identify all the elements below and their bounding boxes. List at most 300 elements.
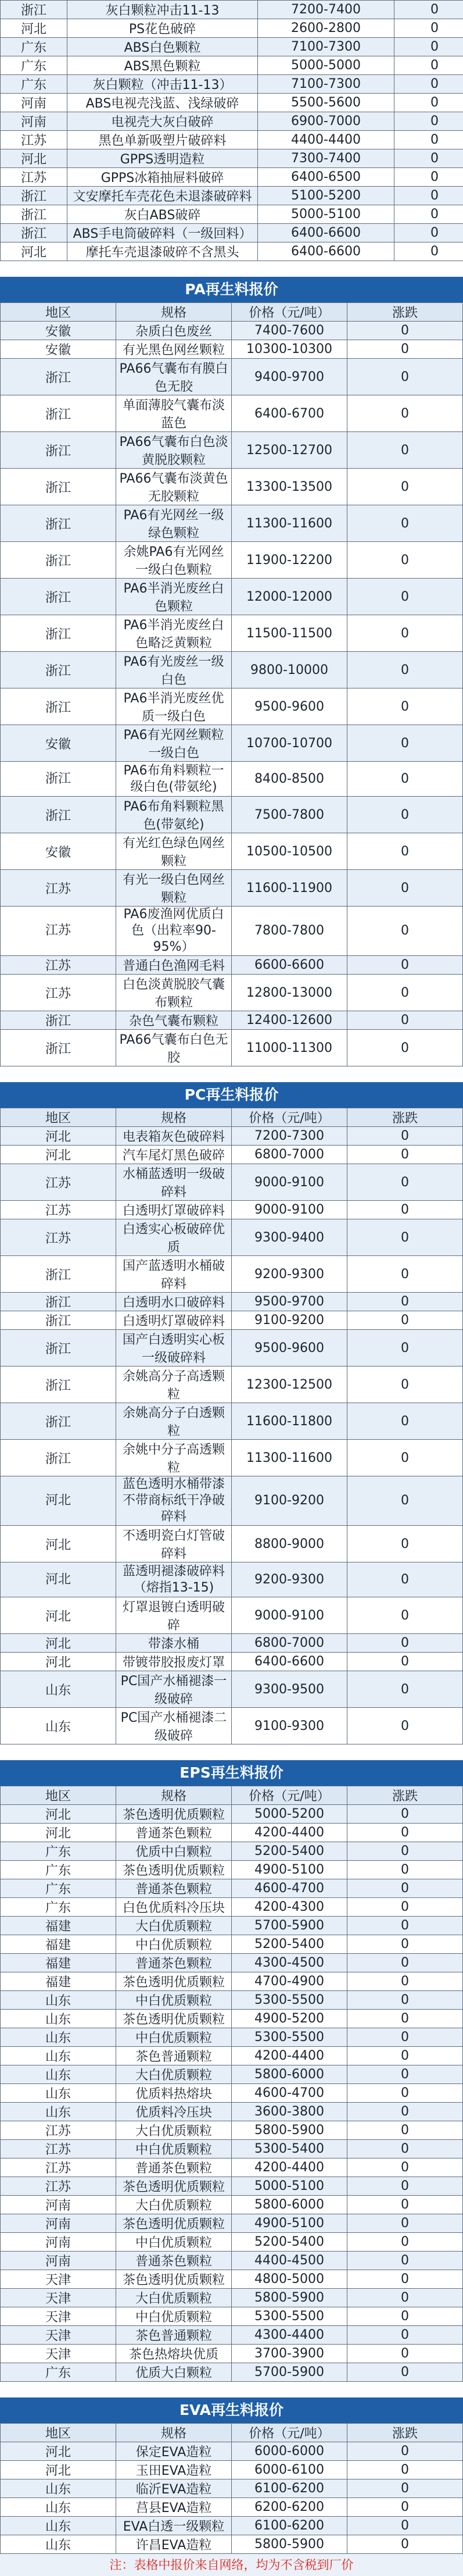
price-cell: 5000-5100 — [232, 2177, 347, 2196]
price-cell: 9100-9200 — [232, 1476, 347, 1526]
change-cell: 0 — [347, 2177, 463, 2196]
table-header-row — [1, 2424, 463, 2442]
table-row — [1, 1634, 463, 1653]
region-cell: 浙江 — [1, 205, 67, 224]
region-cell: 江苏 — [1, 1219, 116, 1256]
price-cell: 5500-5600 — [258, 94, 394, 112]
price-cell: 9400-9700 — [232, 359, 347, 395]
table-row — [1, 1256, 463, 1293]
table-row — [1, 2140, 463, 2158]
change-cell: 0 — [347, 340, 463, 359]
table-row — [1, 469, 463, 505]
region-cell: 河南 — [1, 2252, 116, 2270]
change-cell: 0 — [394, 112, 463, 131]
change-cell: 0 — [347, 833, 463, 870]
table-header-row — [1, 1108, 463, 1127]
region-cell: 浙江 — [1, 1011, 116, 1030]
table-row — [1, 1330, 463, 1367]
price-cell: 6000-6100 — [232, 2461, 347, 2479]
spec-cell: 普通茶色颗粒 — [116, 2158, 232, 2177]
spec-cell: ABS白色颗粒 — [67, 38, 258, 56]
table-row — [1, 2084, 463, 2103]
change-cell: 0 — [347, 505, 463, 542]
change-cell: 0 — [347, 579, 463, 615]
price-cell: 11000-11300 — [232, 1030, 347, 1066]
price-cell: 9800-10000 — [232, 652, 347, 688]
change-cell: 0 — [347, 1127, 463, 1146]
spec-cell: 电视壳大灰白破碎 — [67, 112, 258, 131]
region-cell: 福建 — [1, 1954, 116, 1972]
spec-cell: 临沂EVA造粒 — [116, 2479, 232, 2498]
table-row — [1, 1201, 463, 1219]
change-cell: 0 — [394, 19, 463, 38]
table-row — [1, 2479, 463, 2498]
table-row — [1, 956, 463, 975]
price-table — [0, 302, 463, 1066]
change-cell: 0 — [394, 187, 463, 205]
table-row — [1, 505, 463, 542]
change-cell: 0 — [347, 1403, 463, 1440]
change-cell: 0 — [347, 1367, 463, 1403]
change-cell: 0 — [347, 1708, 463, 1744]
change-cell: 0 — [347, 725, 463, 762]
price-cell: 8400-8500 — [232, 762, 347, 797]
section-title: PA再生料报价 — [0, 277, 463, 302]
table-row — [1, 1011, 463, 1030]
table-row — [1, 1935, 463, 1954]
change-cell: 0 — [347, 1440, 463, 1476]
price-cell: 12400-12600 — [232, 1011, 347, 1030]
spec-cell: PS花色破碎 — [67, 19, 258, 38]
region-cell: 河北 — [1, 242, 67, 261]
price-cell: 9300-9400 — [232, 1219, 347, 1256]
table-row — [1, 2461, 463, 2479]
spec-cell: 玉田EVA造粒 — [116, 2461, 232, 2479]
table-row — [1, 168, 463, 187]
price-cell: 5300-5500 — [232, 1991, 347, 2010]
region-cell: 安徽 — [1, 833, 116, 870]
change-cell: 0 — [347, 1526, 463, 1562]
table-row — [1, 112, 463, 131]
price-cell: 5300-5500 — [232, 2307, 347, 2326]
price-cell: 4200-4400 — [232, 2158, 347, 2177]
spec-cell: 不透明瓷白灯管破碎料 — [116, 1526, 232, 1562]
region-cell: 山东 — [1, 2047, 116, 2065]
table-row — [1, 1653, 463, 1671]
table-row — [1, 395, 463, 432]
change-cell: 0 — [347, 395, 463, 432]
region-cell: 河北 — [1, 19, 67, 38]
table-row — [1, 2252, 463, 2270]
price-cell: 10700-10700 — [232, 725, 347, 762]
spec-cell: 普通茶色颗粒 — [116, 1824, 232, 1842]
region-cell: 山东 — [1, 2517, 116, 2535]
change-cell: 0 — [347, 1861, 463, 1879]
price-cell: 8800-9000 — [232, 1526, 347, 1562]
column-header: 价格（元/吨） — [232, 2424, 347, 2442]
table-row — [1, 75, 463, 94]
price-cell: 5000-5200 — [232, 1805, 347, 1824]
change-cell: 0 — [347, 1805, 463, 1824]
change-cell: 0 — [347, 2289, 463, 2307]
region-cell: 山东 — [1, 2103, 116, 2121]
spec-cell: 中白优质颗粒 — [116, 2307, 232, 2326]
price-cell: 11600-11800 — [232, 1403, 347, 1440]
price-cell: 4400-4400 — [258, 131, 394, 149]
spec-cell: 余姚PA6有光网丝一级白色颗粒 — [116, 542, 232, 579]
spec-cell: 茶色普通颗粒 — [116, 2047, 232, 2065]
region-cell: 浙江 — [1, 1030, 116, 1066]
column-header: 规格 — [116, 1108, 232, 1127]
change-cell: 0 — [347, 2028, 463, 2047]
change-cell: 0 — [347, 1201, 463, 1219]
change-cell: 0 — [347, 469, 463, 505]
change-cell: 0 — [347, 2479, 463, 2498]
spec-cell: 白透明灯罩破碎料 — [116, 1201, 232, 1219]
spec-cell: 余姚高分子白透颗粒 — [116, 1403, 232, 1440]
section-title: EVA再生料报价 — [0, 2397, 463, 2423]
spec-cell: GPPS透明造粒 — [67, 149, 258, 168]
change-cell: 0 — [347, 1476, 463, 1526]
column-header: 规格 — [116, 303, 232, 322]
region-cell: 浙江 — [1, 762, 116, 797]
spec-cell: 有光黑色网丝颗粒 — [116, 340, 232, 359]
region-cell: 天津 — [1, 2289, 116, 2307]
region-cell: 安徽 — [1, 322, 116, 340]
price-cell: 9500-9700 — [232, 1293, 347, 1311]
region-cell: 福建 — [1, 1972, 116, 1991]
price-cell: 11300-11600 — [232, 1440, 347, 1476]
region-cell: 浙江 — [1, 1440, 116, 1476]
price-cell: 6400-6500 — [258, 168, 394, 187]
region-cell: 安徽 — [1, 340, 116, 359]
table-row — [1, 2270, 463, 2289]
price-cell: 6800-7000 — [232, 1146, 347, 1164]
change-cell: 0 — [347, 2121, 463, 2140]
table-row — [1, 19, 463, 38]
table-row — [1, 1219, 463, 1256]
region-cell: 河南 — [1, 2214, 116, 2233]
price-cell: 5700-5900 — [232, 1917, 347, 1935]
spec-cell: ABS黑色颗粒 — [67, 56, 258, 75]
change-cell: 0 — [347, 2047, 463, 2065]
spec-cell: 有光一级白色网丝颗粒 — [116, 870, 232, 907]
price-cell: 4200-4300 — [232, 1898, 347, 1917]
price-cell: 7300-7400 — [258, 149, 394, 168]
region-cell: 广东 — [1, 1861, 116, 1879]
table-row — [1, 2177, 463, 2196]
table-header-row — [1, 303, 463, 322]
spec-cell: 茶色透明优质颗粒 — [116, 1805, 232, 1824]
price-section — [0, 1744, 463, 2382]
spec-cell: 优质料冷压块 — [116, 2103, 232, 2121]
price-cell: 4700-4900 — [232, 1972, 347, 1991]
table-row — [1, 1164, 463, 1201]
change-cell: 0 — [347, 2010, 463, 2028]
spec-cell: 余姚中分子高透颗粒 — [116, 1440, 232, 1476]
price-cell: 6600-6600 — [232, 956, 347, 975]
spec-cell: 灰白颗粒冲击11-13 — [67, 1, 258, 19]
region-cell: 江苏 — [1, 1201, 116, 1219]
spec-cell: 普通白色渔网毛料 — [116, 956, 232, 975]
price-cell: 9300-9500 — [232, 1671, 347, 1708]
spec-cell: 茶色透明优质颗粒 — [116, 1861, 232, 1879]
spec-cell: 白透实心板破碎优质 — [116, 1219, 232, 1256]
table-row — [1, 242, 463, 261]
price-cell: 6000-6000 — [232, 2442, 347, 2461]
spec-cell: 白色优质料冷压块 — [116, 1898, 232, 1917]
table-row — [1, 975, 463, 1011]
change-cell: 0 — [347, 1030, 463, 1066]
change-cell: 0 — [347, 688, 463, 725]
change-cell: 0 — [347, 2363, 463, 2382]
price-table — [0, 0, 463, 261]
spec-cell: 带镀带胶报废灯罩 — [116, 1653, 232, 1671]
table-row — [1, 2442, 463, 2461]
change-cell: 0 — [347, 2461, 463, 2479]
column-header: 地区 — [1, 1786, 116, 1805]
table-row — [1, 1972, 463, 1991]
table-row — [1, 2363, 463, 2382]
table-row — [1, 1824, 463, 1842]
table-row — [1, 340, 463, 359]
spec-cell: 水桶蓝透明一级破碎料 — [116, 1164, 232, 1201]
spec-cell: PA6有光废丝一级白色 — [116, 652, 232, 688]
spec-cell: PC国产水桶褪漆一级破碎 — [116, 1671, 232, 1708]
change-cell: 0 — [394, 242, 463, 261]
region-cell: 浙江 — [1, 1256, 116, 1293]
region-cell: 河北 — [1, 2442, 116, 2461]
region-cell: 浙江 — [1, 395, 116, 432]
spec-cell: GPPS冰箱抽屉料破碎 — [67, 168, 258, 187]
spec-cell: 中白优质颗粒 — [116, 1935, 232, 1954]
spec-cell: 大白优质颗粒 — [116, 1917, 232, 1935]
table-row — [1, 2326, 463, 2345]
table-row — [1, 2517, 463, 2535]
spec-cell: 茶色透明优质颗粒 — [116, 2010, 232, 2028]
change-cell: 0 — [347, 2517, 463, 2535]
table-row — [1, 870, 463, 907]
table-row — [1, 1842, 463, 1861]
price-cell: 5800-5900 — [232, 2289, 347, 2307]
region-cell: 浙江 — [1, 688, 116, 725]
region-cell: 浙江 — [1, 615, 116, 652]
price-cell: 5700-5900 — [232, 2363, 347, 2382]
change-cell: 0 — [347, 615, 463, 652]
price-table — [0, 1786, 463, 2382]
region-cell: 河北 — [1, 2461, 116, 2479]
region-cell: 山东 — [1, 1671, 116, 1708]
spec-cell: 茶色普通颗粒 — [116, 2326, 232, 2345]
spec-cell: 许昌EVA造粒 — [116, 2535, 232, 2554]
change-cell: 0 — [347, 1562, 463, 1597]
table-row — [1, 2103, 463, 2121]
change-cell: 0 — [394, 224, 463, 242]
spec-cell: 茶色透明优质颗粒 — [116, 2214, 232, 2233]
section-title: PC再生料报价 — [0, 1082, 463, 1108]
change-cell: 0 — [347, 1879, 463, 1898]
spec-cell: PC国产水桶褪漆二级破碎 — [116, 1708, 232, 1744]
price-cell: 5200-5400 — [232, 2233, 347, 2252]
spec-cell: PA6半消光废丝白色颗粒 — [116, 579, 232, 615]
spec-cell: 黑色单新吸塑片破碎料 — [67, 131, 258, 149]
spec-cell: 白透明水口破碎料 — [116, 1293, 232, 1311]
table-row — [1, 1597, 463, 1634]
change-cell: 0 — [347, 1293, 463, 1311]
region-cell: 江苏 — [1, 870, 116, 907]
section-spacer — [0, 2382, 463, 2397]
region-cell: 江苏 — [1, 956, 116, 975]
region-cell: 天津 — [1, 2307, 116, 2326]
price-cell: 9100-9300 — [232, 1708, 347, 1744]
spec-cell: PA66气囊布淡黄色无胶颗粒 — [116, 469, 232, 505]
region-cell: 浙江 — [1, 1293, 116, 1311]
table-row — [1, 1991, 463, 2010]
spec-cell: 白透明灯罩破碎料 — [116, 1311, 232, 1330]
column-header: 涨跌 — [347, 303, 463, 322]
table-row — [1, 2158, 463, 2177]
region-cell: 山东 — [1, 2084, 116, 2103]
region-cell: 山东 — [1, 2028, 116, 2047]
price-cell: 5300-5400 — [232, 2140, 347, 2158]
region-cell: 浙江 — [1, 542, 116, 579]
change-cell: 0 — [347, 2252, 463, 2270]
price-cell: 7400-7600 — [232, 322, 347, 340]
price-cell: 4900-5100 — [232, 2214, 347, 2233]
change-cell: 0 — [347, 762, 463, 797]
region-cell: 浙江 — [1, 1, 67, 19]
region-cell: 江苏 — [1, 1164, 116, 1201]
spec-cell: 汽车尾灯黑色破碎 — [116, 1146, 232, 1164]
price-cell: 3600-3800 — [232, 2103, 347, 2121]
table-row — [1, 2345, 463, 2363]
change-cell: 0 — [347, 2535, 463, 2554]
table-row — [1, 1954, 463, 1972]
price-cell: 9200-9300 — [232, 1562, 347, 1597]
region-cell: 河北 — [1, 1634, 116, 1653]
change-cell: 0 — [394, 1, 463, 19]
table-row — [1, 1030, 463, 1066]
spec-cell: 单面薄胶气囊布淡蓝色 — [116, 395, 232, 432]
spec-cell: 大白优质颗粒 — [116, 2196, 232, 2214]
region-cell: 广东 — [1, 1842, 116, 1861]
table-row — [1, 2307, 463, 2326]
region-cell: 河北 — [1, 1526, 116, 1562]
region-cell: 天津 — [1, 2345, 116, 2363]
table-row — [1, 1562, 463, 1597]
table-row — [1, 542, 463, 579]
table-row — [1, 2535, 463, 2554]
change-cell: 0 — [347, 2140, 463, 2158]
spec-cell: PA66气囊布白色淡黄脱胶颗粒 — [116, 432, 232, 469]
spec-cell: 国产白透明实心板一级破碎料 — [116, 1330, 232, 1367]
change-cell: 0 — [347, 1954, 463, 1972]
region-cell: 河北 — [1, 1562, 116, 1597]
spec-cell: 有光红色绿色网丝颗粒 — [116, 833, 232, 870]
change-cell: 0 — [347, 870, 463, 907]
region-cell: 江苏 — [1, 168, 67, 187]
region-cell: 广东 — [1, 38, 67, 56]
table-row — [1, 2121, 463, 2140]
column-header: 地区 — [1, 1108, 116, 1127]
region-cell: 浙江 — [1, 224, 67, 242]
table-row — [1, 149, 463, 168]
table-row — [1, 1, 463, 19]
spec-cell: PA66气囊布有膜白色无胶 — [116, 359, 232, 395]
region-cell: 天津 — [1, 2270, 116, 2289]
price-cell: 9500-9600 — [232, 688, 347, 725]
change-cell: 0 — [347, 1824, 463, 1842]
region-cell: 广东 — [1, 1879, 116, 1898]
table-row — [1, 833, 463, 870]
price-cell: 11300-11600 — [232, 505, 347, 542]
change-cell: 0 — [347, 1164, 463, 1201]
table-header-row — [1, 1786, 463, 1805]
price-cell: 3700-3900 — [232, 2345, 347, 2363]
region-cell: 江苏 — [1, 2140, 116, 2158]
region-cell: 河北 — [1, 1476, 116, 1526]
price-cell: 5000-5100 — [258, 205, 394, 224]
price-cell: 7500-7800 — [232, 797, 347, 833]
price-table — [0, 1108, 463, 1744]
price-cell: 12300-12500 — [232, 1367, 347, 1403]
change-cell: 0 — [347, 1330, 463, 1367]
price-cell: 11900-12200 — [232, 542, 347, 579]
change-cell: 0 — [347, 1671, 463, 1708]
change-cell: 0 — [347, 542, 463, 579]
price-cell: 7100-7300 — [258, 38, 394, 56]
price-cell: 4300-4400 — [232, 2326, 347, 2345]
table-row — [1, 224, 463, 242]
spec-cell: PA6有光网丝颗粒一级白色 — [116, 725, 232, 762]
spec-cell: 白色淡黄脱胶气囊布颗粒 — [116, 975, 232, 1011]
table-row — [1, 187, 463, 205]
region-cell: 河南 — [1, 112, 67, 131]
change-cell: 0 — [347, 359, 463, 395]
change-cell: 0 — [347, 1256, 463, 1293]
section-spacer — [0, 1744, 463, 1760]
column-header: 涨跌 — [347, 1786, 463, 1805]
region-cell: 天津 — [1, 2326, 116, 2345]
change-cell: 0 — [394, 149, 463, 168]
column-header: 价格（元/吨） — [232, 303, 347, 322]
region-cell: 江苏 — [1, 2177, 116, 2196]
column-header: 规格 — [116, 2424, 232, 2442]
region-cell: 安徽 — [1, 725, 116, 762]
price-cell: 2600-2800 — [258, 19, 394, 38]
change-cell: 0 — [347, 2065, 463, 2084]
spec-cell: 普通茶色颗粒 — [116, 1879, 232, 1898]
price-cell: 5800-5900 — [232, 2121, 347, 2140]
price-cell: 5200-5400 — [232, 1935, 347, 1954]
price-section — [0, 1066, 463, 1744]
footer-note: 注：表格中报价来自网络，均为不含税到厂价 — [0, 2554, 463, 2576]
table-row — [1, 1898, 463, 1917]
region-cell: 福建 — [1, 1917, 116, 1935]
table-row — [1, 579, 463, 615]
spec-cell: 蓝色透明水桶带漆不带商标纸干净破碎料 — [116, 1476, 232, 1526]
price-cell: 7800-7800 — [232, 907, 347, 956]
table-row — [1, 322, 463, 340]
table-row — [1, 2498, 463, 2517]
change-cell: 0 — [347, 652, 463, 688]
price-cell: 10500-10500 — [232, 833, 347, 870]
region-cell: 浙江 — [1, 505, 116, 542]
spec-cell: 杂色气囊布颗粒 — [116, 1011, 232, 1030]
change-cell: 0 — [347, 1991, 463, 2010]
table-row — [1, 725, 463, 762]
table-row — [1, 688, 463, 725]
